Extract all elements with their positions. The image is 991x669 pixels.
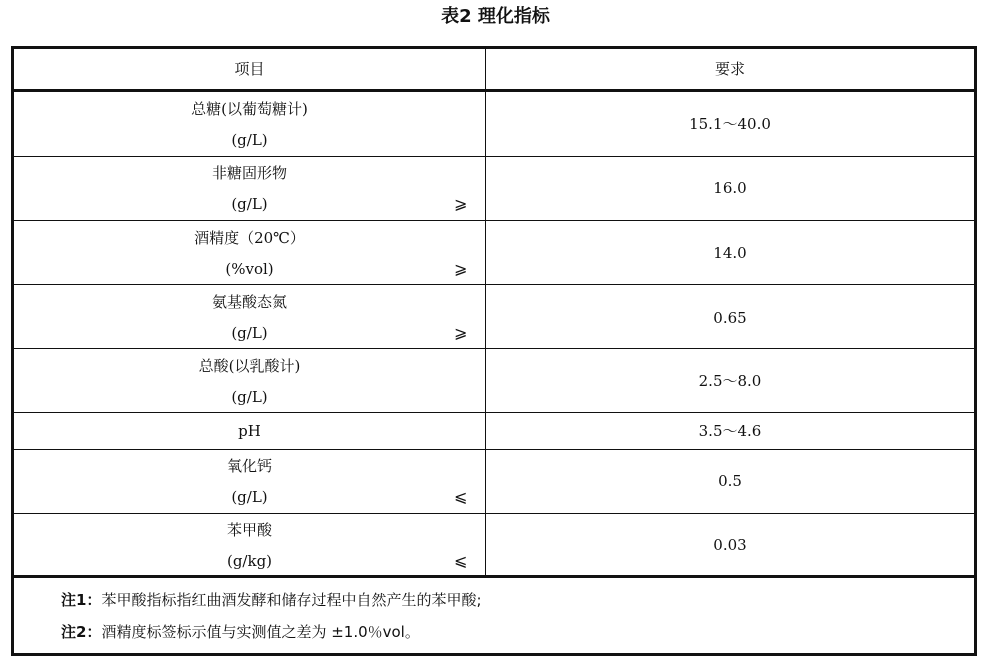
row-unit: (g/L) [231,488,268,506]
row-unit: (g/kg) [226,552,273,570]
row-symbol: ⩾ [454,259,468,278]
row-value: 0.65 [713,309,747,327]
row-name: 苯甲酸 [226,521,272,539]
row-value: 0.03 [713,536,747,554]
row-unit: (g/L) [231,131,268,149]
row-value: 2.5～8.0 [698,372,762,390]
table-row [14,514,974,575]
row-symbol: ⩽ [454,551,468,570]
table-row [14,450,974,513]
table-row [14,221,974,284]
note-text: 酒精度标签标示值与实测值之差为 ±1.0％vol。 [101,623,420,641]
table-row [14,413,974,449]
row-value: 3.5～4.6 [698,422,762,440]
row-value: 16.0 [713,179,747,197]
row-name: 非糖固形物 [211,164,287,182]
note-1 [61,590,482,610]
table-header-row [14,49,974,89]
row-name: 总糖(以葡萄糖计) [191,100,308,118]
header-requirement: 要求 [714,60,745,78]
note-label: 注1： [61,591,102,609]
table-row [14,92,974,156]
note-text: 苯甲酸指标指红曲酒发酵和储存过程中自然产生的苯甲酸; [101,591,482,609]
row-name: 氨基酸态氮 [211,293,287,311]
row-name: pH [238,422,261,440]
row-symbol: ⩾ [454,194,468,213]
row-unit: (g/L) [231,195,268,213]
row-unit: (g/L) [231,388,268,406]
header-item: 项目 [234,60,265,78]
note-label: 注2： [61,623,102,641]
row-value: 15.1～40.0 [689,115,771,133]
row-name: 氧化钙 [226,457,272,475]
table-row [14,285,974,348]
table-row [14,157,974,220]
row-value: 14.0 [713,244,747,262]
row-unit: (g/L) [231,324,268,342]
table-title: 表2 理化指标 [441,6,550,27]
notes-divider [14,575,974,578]
row-name: 总酸(以乳酸计) [198,357,301,375]
row-unit: (%vol) [225,260,274,278]
row-value: 0.5 [718,472,742,490]
physicochemical-table [11,46,977,656]
table-row [14,349,974,412]
row-symbol: ⩽ [454,487,468,506]
note-2 [61,622,420,642]
row-name: 酒精度（20℃） [194,229,305,247]
row-symbol: ⩾ [454,323,468,342]
